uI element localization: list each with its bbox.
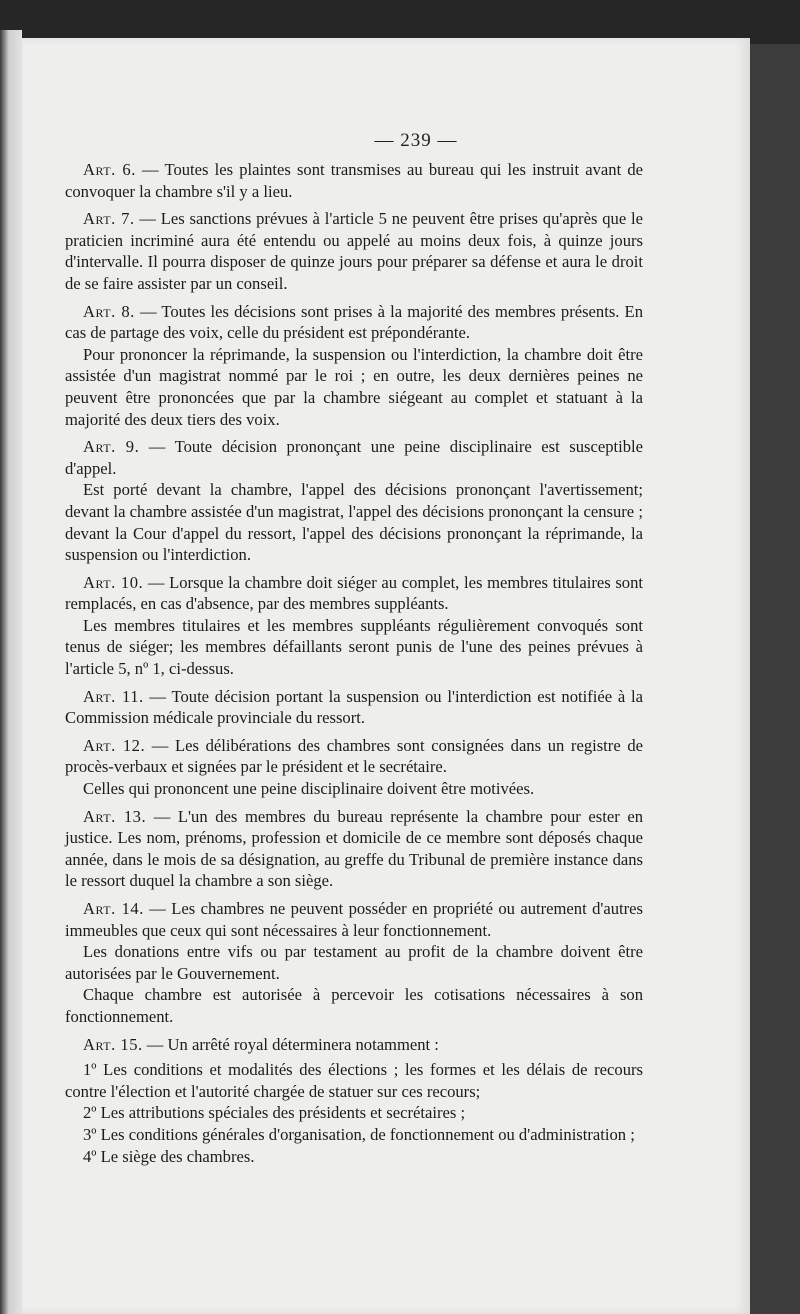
book-gutter — [0, 30, 22, 1314]
list-item-text: 2º Les attributions spéciales des présidents et secrétaires ; — [83, 1103, 466, 1123]
article-label: Art. 13. — [83, 806, 147, 826]
article-label: Art. 14. — [83, 899, 144, 918]
article-label: Art. 10. — [83, 572, 144, 592]
paragraph-text: — L'un des membres du bureau représente la chambre pour ester en justice. Les nom, prénoms, profession et domicile de ce membre sont déposés chaque année, dans le mois de sa désignation, au greffe du Tribunal de première instance dans le ressort duquel la chambre a son siège. — [65, 806, 643, 891]
paragraph — [65, 301, 643, 344]
paragraph-text: Chaque chambre est autorisée à percevoir les cotisations nécessaires à son fonctionnement. — [65, 985, 643, 1026]
paragraph-text: Les membres titulaires et les membres suppléants régulièrement convoqués sont tenus de siéger; les membres défaillants seront punis de l'une des peines prévues à l'article 5, nº 1, ci-dessus. — [65, 615, 643, 679]
paragraph-text: Est porté devant la chambre, l'appel des décisions prononçant l'avertissement; devant la chambre assistée d'un magistrat, l'appel des décisions prononçant la censure ; devant la Cour d'appel du ressort, l'appel des décisions prononçant la réprimande, la suspension ou l'interdiction. — [65, 480, 643, 565]
background-right — [750, 44, 800, 1314]
paragraph — [65, 436, 643, 479]
paragraph-text: — Les délibérations des chambres sont consignées dans un registre de procès-verbaux et signées par le président et le secrétaire. — [65, 735, 643, 777]
paragraph — [65, 159, 643, 202]
paragraph — [65, 778, 643, 800]
paragraph — [65, 1034, 643, 1056]
paragraph-text: — Toute décision portant la suspension ou l'interdiction est notifiée à la Commission médicale provinciale du ressort. — [65, 686, 644, 728]
article-label: Art. 9. — [83, 437, 140, 457]
list-item — [65, 1146, 643, 1168]
article-label: Art. 12. — [83, 735, 146, 755]
paragraph — [65, 898, 643, 941]
paragraph-text: — Toutes les décisions sont prises à la majorité des membres présents. En cas de partage des voix, celle du président est prépondérante. — [65, 301, 643, 343]
paragraph — [65, 572, 643, 615]
paragraph-text: — Un arrêté royal déterminera notamment : — [142, 1034, 439, 1054]
list-item — [65, 1102, 643, 1124]
article-label: Art. 11. — [83, 686, 144, 706]
paragraph — [65, 735, 643, 778]
list-item-text: 4º Le siège des chambres. — [83, 1146, 255, 1166]
article-label: Art. 7. — [83, 209, 135, 229]
paragraph-text: Les donations entre vifs ou par testament au profit de la chambre doivent être autorisées par le Gouvernement. — [65, 942, 643, 983]
article-label: Art. 8. — [83, 301, 135, 321]
paragraph-text: Pour prononcer la réprimande, la suspension ou l'interdiction, la chambre doit être assistée d'un magistrat nommé par le roi ; en outre, les deux dernières peines ne peuvent être prononcées que par la chambre siégeant au complet et statuant à la majorité des deux tiers des voix. — [65, 344, 643, 429]
paragraph — [65, 806, 643, 892]
paragraph — [65, 984, 643, 1027]
page-number: — 239 — — [374, 130, 458, 151]
paragraph — [65, 615, 643, 680]
page-body — [65, 159, 643, 1167]
article-label: Art. 15. — [83, 1034, 143, 1054]
article-label: Art. 6. — [83, 160, 136, 179]
paragraph — [65, 208, 643, 294]
paragraph — [65, 686, 643, 729]
list-item — [65, 1124, 643, 1146]
list-item — [65, 1059, 643, 1102]
paragraph-text: — Les chambres ne peuvent posséder en propriété ou autrement d'autres immeubles que ceux qui sont nécessaires à leur fonctionnement. — [65, 899, 643, 940]
list-item-text: 3º Les conditions générales d'organisation, de fonctionnement ou d'administration ; — [83, 1124, 635, 1144]
paragraph — [65, 344, 643, 430]
paragraph — [65, 479, 643, 565]
book-page — [22, 38, 750, 1314]
paragraph — [65, 941, 643, 984]
paragraph-text: — Lorsque la chambre doit siéger au complet, les membres titulaires sont remplacés, en cas d'absence, par des membres suppléants. — [65, 572, 644, 614]
list-item-text: 1º Les conditions et modalités des élections ; les formes et les délais de recours contre l'élection et l'autorité chargée de statuer sur ces recours; — [65, 1060, 643, 1101]
paragraph-text: — Les sanctions prévues à l'article 5 ne peuvent être prises qu'après que le praticien incriminé aura été entendu ou appelé au moins deux fois, à quinze jours d'intervalle. Il pourra disposer de quinze jours pour préparer sa défense et aura le droit de se faire assister par un conseil. — [65, 209, 643, 293]
paragraph-text: — Toute décision prononçant une peine disciplinaire est susceptible d'appel. — [65, 437, 643, 478]
paragraph-text: Celles qui prononcent une peine disciplinaire doivent être motivées. — [83, 779, 535, 799]
article-list — [65, 1059, 643, 1167]
paragraph-text: — Toutes les plaintes sont transmises au bureau qui les instruit avant de convoquer la chambre s'il y a lieu. — [65, 160, 643, 201]
